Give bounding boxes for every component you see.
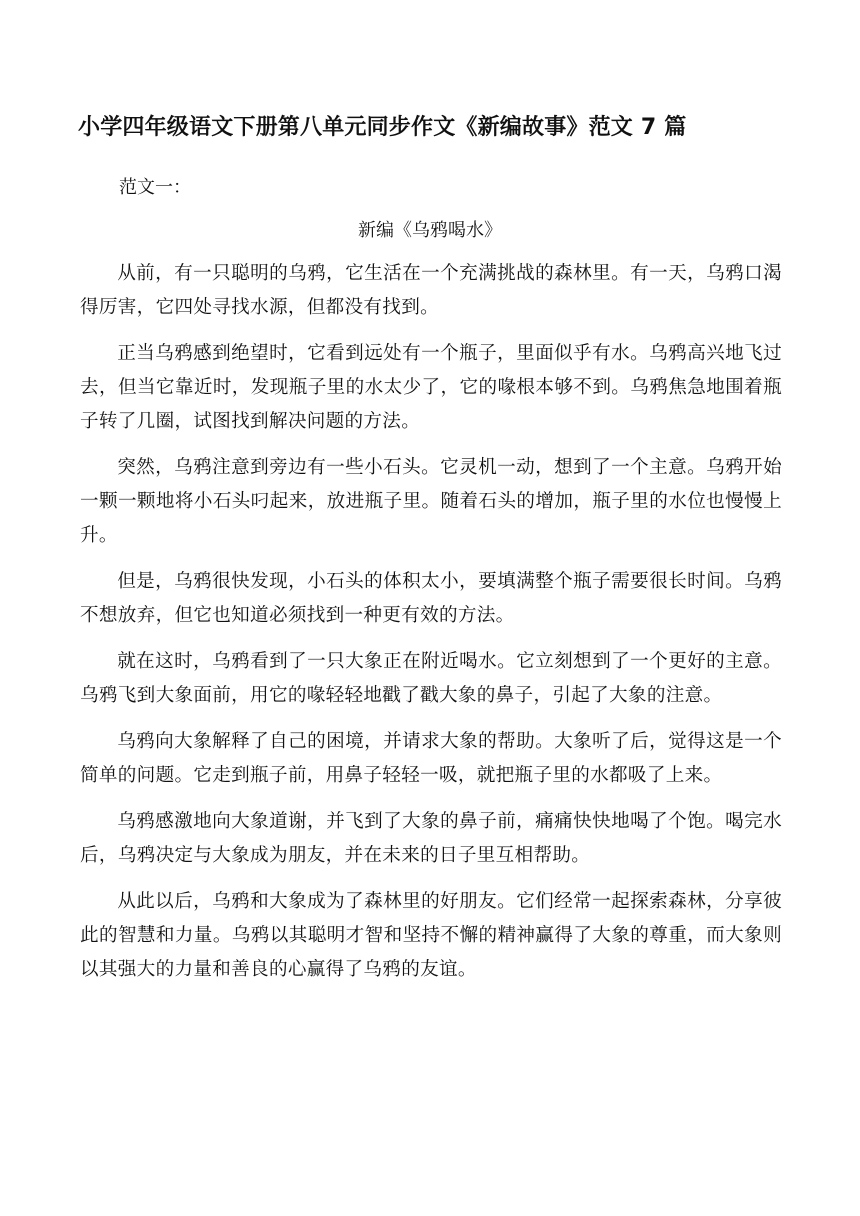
sample-essay-label: 范文一： [119, 177, 191, 198]
story-title: 新编《乌鸦喝水》 [358, 220, 502, 241]
story-paragraph: 乌鸦感激地向大象道谢，并飞到了大象的鼻子前，痛痛快快地喝了个饱。喝完水后，乌鸦决定与大象成为朋友，并在未来的日子里互相帮助。 [80, 811, 782, 866]
story-paragraph: 正当乌鸦感到绝望时，它看到远处有一个瓶子，里面似乎有水。乌鸦高兴地飞过去，但当它靠近时，发现瓶子里的水太少了，它的喙根本够不到。乌鸦焦急地围着瓶子转了几圈，试图找到解决问题的方法。 [80, 343, 782, 432]
story-body [80, 257, 782, 987]
story-paragraph: 从此以后，乌鸦和大象成为了森林里的好朋友。它们经常一起探索森林，分享彼此的智慧和力量。乌鸦以其聪明才智和坚持不懈的精神赢得了大象的尊重，而大象则以其强大的力量和善良的心赢得了乌鸦的友谊。 [80, 891, 782, 980]
document-title: 小学四年级语文下册第八单元同步作文《新编故事》范文 7 篇 [78, 115, 687, 140]
story-paragraph: 但是，乌鸦很快发现，小石头的体积太小，要填满整个瓶子需要很长时间。乌鸦不想放弃，但它也知道必须找到一种更有效的方法。 [80, 571, 782, 626]
story-paragraph: 从前，有一只聪明的乌鸦，它生活在一个充满挑战的森林里。有一天，乌鸦口渴得厉害，它四处寻找水源，但都没有找到。 [80, 263, 782, 318]
story-paragraph: 就在这时，乌鸦看到了一只大象正在附近喝水。它立刻想到了一个更好的主意。乌鸦飞到大象面前，用它的喙轻轻地戳了戳大象的鼻子，引起了大象的注意。 [80, 651, 782, 706]
story-paragraph: 突然，乌鸦注意到旁边有一些小石头。它灵机一动，想到了一个主意。乌鸦开始一颗一颗地将小石头叼起来，放进瓶子里。随着石头的增加，瓶子里的水位也慢慢上升。 [80, 457, 782, 546]
story-paragraph: 乌鸦向大象解释了自己的困境，并请求大象的帮助。大象听了后，觉得这是一个简单的问题。它走到瓶子前，用鼻子轻轻一吸，就把瓶子里的水都吸了上来。 [80, 731, 782, 786]
